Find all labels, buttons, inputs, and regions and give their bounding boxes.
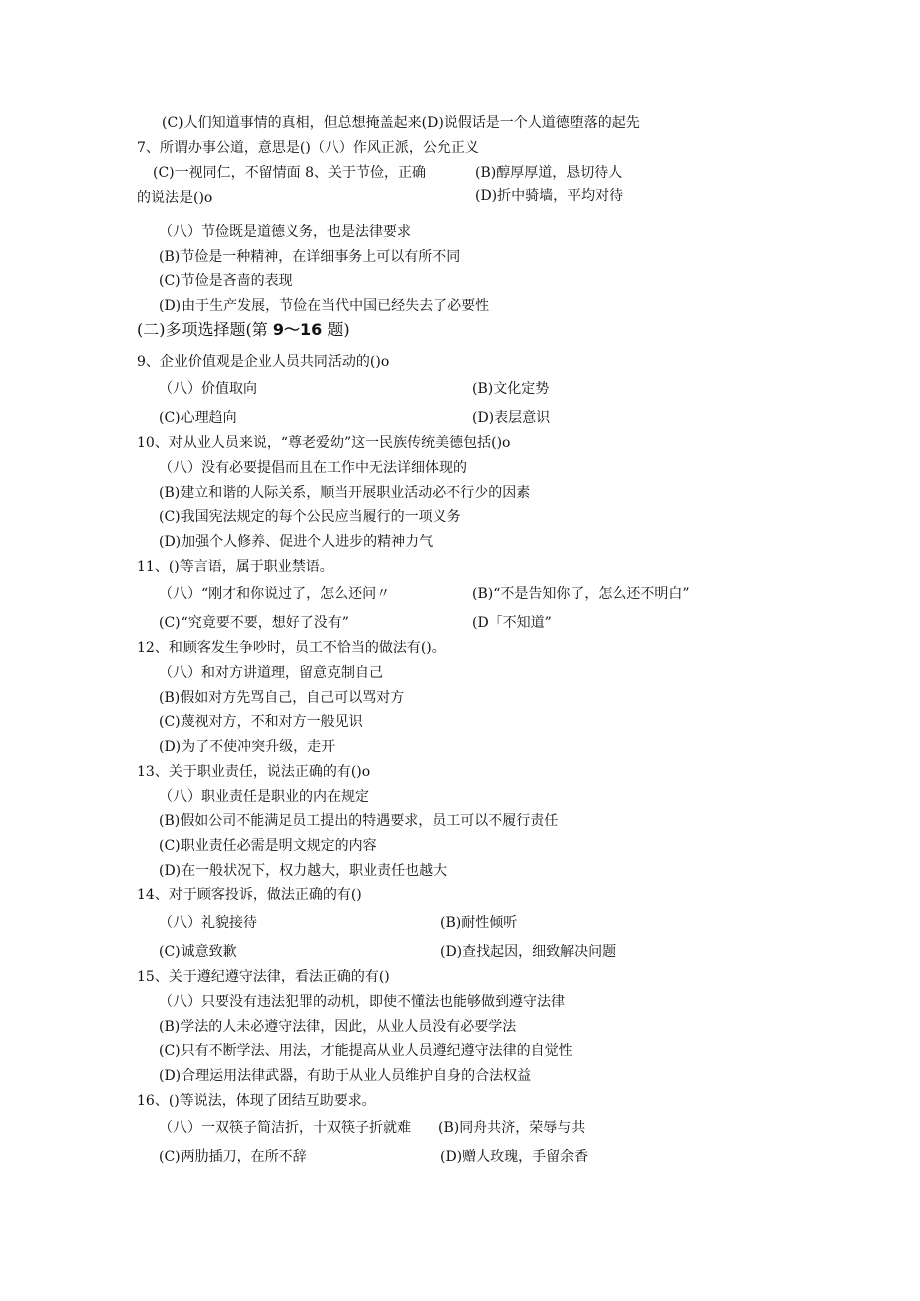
q7-option-d: (D)折中骑墙，平均对待	[475, 188, 624, 204]
q8-option-b: (B)节俭是一种精神，在详细事务上可以有所不同	[159, 249, 461, 265]
q8-option-a: （八）节俭既是道德义务，也是法律要求	[159, 224, 411, 240]
q10-stem: 10、对从业人员来说，“尊老爱幼”这一民族传统美德包括()o	[137, 435, 511, 451]
q15-option-b: (B)学法的人未必遵守法律，因此，从业人员没有必要学法	[159, 1019, 517, 1035]
q12-option-d: (D)为了不使冲突升级，走开	[159, 739, 336, 755]
q9-option-c: (C)心理趋向	[159, 410, 237, 426]
q9-stem: 9、企业价值观是企业人员共同活动的()o	[137, 354, 390, 370]
q13-option-b: (B)假如公司不能满足员工提出的特遇要求，员工可以不履行责任	[159, 813, 559, 829]
q14-option-a: （八）礼貌接待	[159, 915, 257, 931]
q15-option-d: (D)合理运用法律武器，有助于从业人员维护自身的合法权益	[159, 1068, 532, 1084]
q15-stem: 15、关于遵纪遵守法律，看法正确的有()	[137, 969, 390, 985]
q9-option-d: (D)表层意识	[472, 410, 551, 426]
q12-option-b: (B)假如对方先骂自己，自己可以骂对方	[159, 690, 405, 706]
q6-option-c: (C)人们知道事情的真相，但总想掩盖起来(D)说假话是一个人道德堕落的起先	[162, 115, 640, 131]
q16-stem: 16、()等说法，体现了团结互助要求。	[137, 1093, 376, 1109]
q7-option-b: (B)醇厚厚道，恳切待人	[475, 165, 623, 181]
section-heading	[137, 321, 350, 339]
q7-option-c: (C)一视同仁，不留情面 8、关于节俭，正确	[153, 165, 426, 181]
q16-option-a: （八）一双筷子简洁折，十双筷子折就难	[159, 1120, 411, 1136]
q12-stem: 12、和顾客发生争吵时，员工不恰当的做法有()。	[137, 640, 446, 656]
q10-option-d: (D)加强个人修养、促进个人进步的精神力气	[159, 534, 434, 550]
q15-option-a: （八）只要没有违法犯罪的动机，即使不懂法也能够做到遵守法律	[159, 994, 565, 1010]
q11-option-c: (C)“究竟要不要，想好了没有”	[159, 615, 349, 631]
q10-option-a: （八）没有必要提倡而且在工作中无法详细体现的	[159, 460, 467, 476]
q10-option-c: (C)我国宪法规定的每个公民应当履行的一项义务	[159, 509, 461, 525]
q11-option-a: （八）“刚才和你说过了，怎么还问〃	[159, 586, 391, 602]
q8-stem-continued: 的说法是()o	[137, 190, 213, 206]
q16-option-c: (C)两肋插刀，在所不辞	[159, 1149, 307, 1165]
section-heading-range: 9〜16	[272, 320, 323, 339]
section-heading-prefix: (二)多项选择题(第	[137, 320, 273, 339]
q13-option-a: （八）职业责任是职业的内在规定	[159, 789, 369, 805]
q11-option-b: (B)“不是告知你了，怎么还不明白”	[472, 586, 690, 602]
q14-option-d: (D)查找起因，细致解决问题	[440, 944, 617, 960]
q15-option-c: (C)只有不断学法、用法，才能提高从业人员遵纪遵守法律的自觉性	[159, 1043, 573, 1059]
q10-option-b: (B)建立和谐的人际关系，顺当开展职业活动必不行少的因素	[159, 485, 531, 501]
q9-option-b: (B)文化定势	[472, 381, 550, 397]
q16-option-b: (B)同舟共济，荣辱与共	[438, 1120, 586, 1136]
q13-option-c: (C)职业责任必需是明文规定的内容	[159, 838, 377, 854]
q12-option-a: （八）和对方讲道理，留意克制自己	[159, 665, 383, 681]
q14-option-c: (C)诚意致歉	[159, 944, 237, 960]
q8-option-c: (C)节俭是吝啬的表现	[159, 273, 293, 289]
q9-option-a: （八）价值取向	[159, 381, 257, 397]
section-heading-suffix: 题)	[322, 320, 350, 339]
q14-option-b: (B)耐性倾听	[440, 915, 518, 931]
q16-option-d: (D)赠人玫瑰，手留余香	[440, 1149, 589, 1165]
q7-stem: 7、所谓办事公道，意思是()（八）作风正派，公允正义	[137, 140, 479, 156]
q13-option-d: (D)在一般状况下，权力越大，职业责任也越大	[159, 863, 448, 879]
q14-stem: 14、对于顾客投诉，做法正确的有()	[137, 887, 362, 903]
q8-option-d: (D)由于生产发展，节俭在当代中国已经失去了必要性	[159, 298, 490, 314]
q11-stem: 11、()等言语，属于职业禁语。	[137, 559, 334, 575]
q11-option-d: (D「不知道”	[472, 615, 552, 631]
q13-stem: 13、关于职业责任，说法正确的有()o	[137, 764, 371, 780]
q12-option-c: (C)蔑视对方，不和对方一般见识	[159, 714, 363, 730]
